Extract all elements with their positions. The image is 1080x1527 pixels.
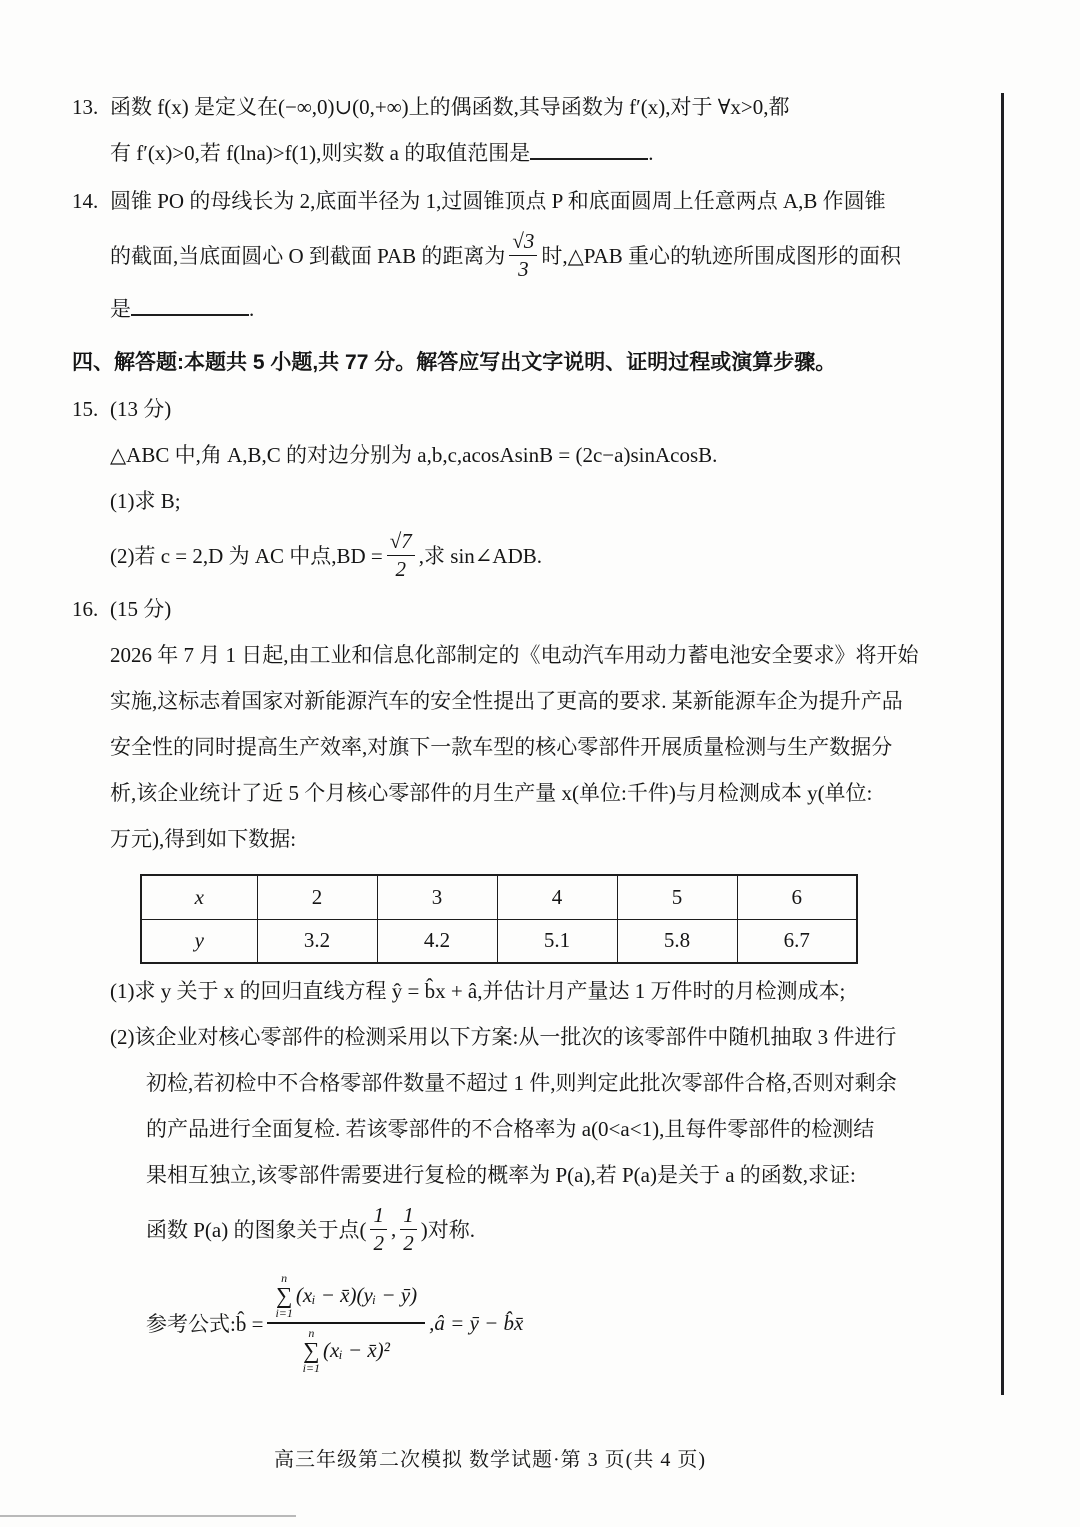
q14-answer-blank <box>131 295 249 316</box>
question-14-number: 14. <box>72 189 99 213</box>
q16-part2-line3: 的产品进行全面复检. 若该零部件的不合格率为 a(0<a<1),且每件零部件的检测结 <box>146 1117 875 1141</box>
q16-points: (15 分) <box>110 597 172 621</box>
question-13-number: 13. <box>72 95 99 119</box>
page-border-line <box>1001 93 1004 1395</box>
q16-paragraph-line1: 2026 年 7 月 1 日起,由工业和信息化部制定的《电动汽车用动力蓄电池安全要求》将开始 <box>110 643 919 667</box>
table-row-x <box>141 875 857 919</box>
question-15 <box>72 386 964 586</box>
question-15-number: 15. <box>72 397 99 421</box>
q16-part2-line2: 初检,若初检中不合格零部件数量不超过 1 件,则判定此批次零部件合格,否则对剩余 <box>146 1071 897 1095</box>
q16-part2-line5-comma: , <box>390 1216 397 1241</box>
table-cell: 6 <box>737 875 857 919</box>
q13-answer-blank <box>530 139 648 160</box>
q15-part2 <box>110 524 964 586</box>
q13-line2-period: . <box>648 141 654 165</box>
question-16 <box>72 586 964 1374</box>
q15-part1: (1)求 B; <box>110 489 181 513</box>
q16-part2-line5-text: 函数 P(a) 的图象关于点( <box>146 1218 367 1242</box>
q16-part2-line1: (2)该企业对核心零部件的检测采用以下方案:从一批次的该零部件中随机抽取 3 件进行 <box>110 1025 897 1049</box>
q16-part2-line5 <box>146 1198 964 1260</box>
scan-artifact-line <box>0 1515 296 1517</box>
q14-line2-text-after: 时,△PAB 重心的轨迹所围成图形的面积 <box>541 244 901 268</box>
table-cell: 3 <box>377 875 497 919</box>
table-cell: y <box>141 919 257 963</box>
q16-paragraph-line4: 析,该企业统计了近 5 个月核心零部件的月生产量 x(单位:千件)与月检测成本 y(单位: <box>110 781 873 805</box>
q14-line3 <box>110 286 964 332</box>
table-row-y <box>141 919 857 963</box>
reference-formula <box>146 1272 964 1374</box>
q14-line3-period: . <box>249 297 255 321</box>
formula-label: 参考公式:b̂ = <box>146 1312 264 1336</box>
formula-big-fraction <box>267 1272 425 1374</box>
q16-fraction-one-half-1: $\frac{1}{2}$ <box>370 1203 387 1254</box>
page-footer: 高三年级第二次模拟 数学试题·第 3 页(共 4 页) <box>274 1449 706 1471</box>
q13-line1: 函数 f(x) 是定义在(−∞,0)∪(0,+∞)上的偶函数,其导函数为 f′(x),对于 ∀x>0,都 <box>110 95 790 119</box>
sigma-symbol: n ∑ i=1 <box>275 1271 293 1320</box>
q13-line2-text: 有 f′(x)>0,若 f(lna)>f(1),则实数 a 的取值范围是 <box>110 141 531 165</box>
q14-line3-text: 是 <box>110 297 131 321</box>
q14-line2 <box>110 224 964 286</box>
numerator-expression: (xᵢ − x̄)(yᵢ − ȳ) <box>295 1283 418 1307</box>
table-cell: 5.8 <box>617 919 737 963</box>
q16-data-table <box>140 874 858 964</box>
q15-part2-text: (2)若 c = 2,D 为 AC 中点,BD = <box>110 544 383 568</box>
table-cell: x <box>141 875 257 919</box>
q16-paragraph-line2: 实施,这标志着国家对新能源汽车的安全性提出了更高的要求. 某新能源车企为提升产品 <box>110 689 903 713</box>
q15-points: (13 分) <box>110 397 172 421</box>
section-4-header: 四、解答题:本题共 5 小题,共 77 分。解答应写出文字说明、证明过程或演算步骤。 <box>72 351 837 374</box>
q16-paragraph-line5: 万元),得到如下数据: <box>110 827 297 851</box>
question-16-number: 16. <box>72 597 99 621</box>
table-cell: 5 <box>617 875 737 919</box>
q15-given: △ABC 中,角 A,B,C 的对边分别为 a,b,c,acosAsinB = (2c−a)sinAcosB. <box>110 443 718 467</box>
table-cell: 5.1 <box>497 919 617 963</box>
q16-part2-line4: 果相互独立,该零部件需要进行复检的概率为 P(a),若 P(a)是关于 a 的函数,求证: <box>146 1163 856 1187</box>
q16-part2-line5-text-after: )对称. <box>420 1218 475 1242</box>
formula-denominator <box>267 1324 425 1374</box>
q14-line1: 圆锥 PO 的母线长为 2,底面半径为 1,过圆锥顶点 P 和底面圆周上任意两点 A,B 作圆锥 <box>110 189 886 213</box>
denominator-expression: (xᵢ − x̄)² <box>323 1338 390 1362</box>
exam-page-content <box>72 84 964 1374</box>
table-cell: 3.2 <box>257 919 377 963</box>
formula-numerator <box>267 1272 425 1324</box>
question-13 <box>72 84 964 176</box>
table-cell: 6.7 <box>737 919 857 963</box>
formula-tail: ,â = ȳ − b̂x̄ <box>429 1310 524 1335</box>
q16-paragraph-line3: 安全性的同时提高生产效率,对旗下一款车型的核心零部件开展质量检测与生产数据分 <box>110 735 893 759</box>
q13-line2 <box>110 130 964 176</box>
q16-part1: (1)求 y 关于 x 的回归直线方程 ŷ = b̂x + â,并估计月产量达 1 万件时的月检测成本; <box>110 979 846 1003</box>
q14-line2-text: 的截面,当底面圆心 O 到截面 PAB 的距离为 <box>110 244 506 268</box>
q15-fraction-sqrt7-over-2: $\frac{√7}{2}$ <box>387 529 415 580</box>
sigma-symbol: n ∑ i=1 <box>302 1326 321 1375</box>
q15-part2-text-after: ,求 sin∠ADB. <box>418 544 542 568</box>
table-cell: 2 <box>257 875 377 919</box>
q14-fraction-sqrt3-over-3: $\frac{√3}{3}$ <box>509 229 537 280</box>
table-cell: 4.2 <box>377 919 497 963</box>
question-14 <box>72 178 964 332</box>
q16-fraction-one-half-2: $\frac{1}{2}$ <box>400 1203 417 1254</box>
table-cell: 4 <box>497 875 617 919</box>
